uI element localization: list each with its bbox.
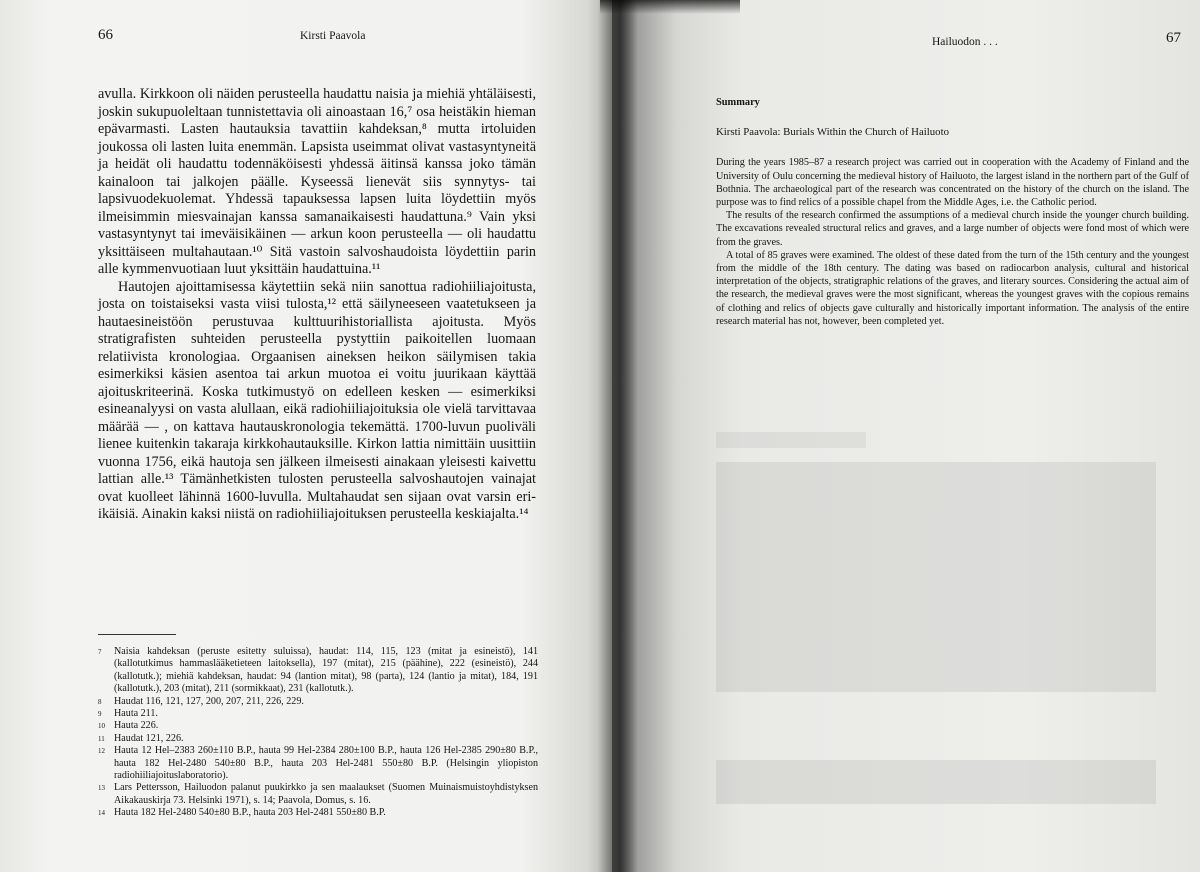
- summary-paragraph-3: A total of 85 graves were examined. The oldest of these dated from the turn of the 15th century and the youngest from the middle of the 18th century. The dating was based on radiocarbon analysis, cultural and historical interpretation of the objects, stratigraphic relations of the graves, and literary sources. Considering the actual aim of the research, the medieval graves were the most significant, whereas the youngest graves with the copious remains of clothing and relics of objects gave culturally and historically important information. The analysis of the entire research material has not, however, been completed yet.: [716, 249, 1189, 327]
- footnote-number: 8: [98, 697, 102, 706]
- footnotes: [98, 646, 538, 820]
- book-gutter: [598, 0, 638, 872]
- footnote-number: 13: [98, 784, 105, 793]
- footnote-text: Hauta 12 Hel–2383 260±110 B.P., hauta 99 Hel-2384 280±100 B.P., hauta 126 Hel-2385 290±80 B.P., hauta 182 Hel-2480 540±80 B.P., hauta 203 Hel-2481 550±80 B.P. (Helsingin yliopiston radiohiiliajoituslaboratorio).: [114, 745, 538, 782]
- footnote-number: 12: [98, 747, 105, 756]
- footnote-number: 10: [98, 722, 105, 731]
- footnote-number: 11: [98, 734, 105, 743]
- footnote: [98, 745, 538, 782]
- footnote: [98, 696, 538, 708]
- gutter-top-shadow: [600, 0, 740, 14]
- footnote: [98, 708, 538, 720]
- footnote-text: Lars Pettersson, Hailuodon palanut puukirkko ja sen maalaukset (Suomen Muinaismuistoyhdistyksen Aikakauskirja 73. Helsinki 1971), s. 14; Paavola, Domus, s. 16.: [114, 782, 538, 806]
- footnote-text: Hauta 226.: [114, 720, 159, 732]
- footnote-number: 14: [98, 809, 105, 818]
- footnote-number: 9: [98, 710, 102, 719]
- footnote-rule: [98, 634, 176, 635]
- footnote-text: Haudat 116, 121, 127, 200, 207, 211, 226, 229.: [114, 695, 304, 707]
- summary-subtitle: Kirsti Paavola: Burials Within the Church of Hailuoto: [716, 126, 949, 139]
- right-page-number: 67: [1166, 30, 1181, 46]
- left-running-head: Kirsti Paavola: [300, 30, 366, 42]
- left-paragraph-2: Hautojen ajoittamisessa käytettiin sekä niin sanottua radiohiiliajoitusta, josta on toistaiseksi vasta viisi tulosta,¹² että säilyneeseen vaatetukseen ja hautaesineistöön perustuvaa kulttuurihistoriallista ajoitusta. Myös stratigrafisten suhteiden perusteella pystyttiin paikoitellen luomaan relatiivista kronologiaa. Orgaanisen aineksen heikon säilymisen takia esimerkiksi käsien asentoa tai arkun muotoa ei voitu juurikaan käyttää ajoituskriteerinä. Koska tutkimustyö on edelleen kesken — esimerkiksi esineanalyysi on vasta alullaan, eikä radiohiiliajoituksia ole vielä tarvittavaa määrää — , on kattava hautauskronologia tekemättä. 1700-luvun puoliväli lienee kuitenkin takaraja kirkkohautauksille. Kirkon lattia nimittäin uusittiin vuonna 1756, eikä hautoja sen jälkeen ilmeisesti ainakaan yleisesti kaivettu lattian alle.¹³ Tämänhetkisten tulosten perusteella salvoshautojen vainajat ovat kuolleet lähinnä 1600-luvulla. Multahaudat sen sijaan ovat varsin eri-ikäisiä. Ainakin kaksi niistä on radiohiiliajoituksen perusteella keskiajalta.¹⁴: [98, 278, 536, 522]
- footnote-text: Haudat 121, 226.: [114, 732, 184, 744]
- footnote-text: Hauta 211.: [114, 708, 158, 720]
- footnote-number: 7: [98, 648, 102, 656]
- right-page: [612, 0, 1200, 872]
- left-page-number: 66: [98, 27, 113, 43]
- left-paragraph-1: avulla. Kirkkoon oli näiden perusteella haudattu naisia ja miehiä yhtäläisesti, joskin sukupuoleltaan tunnistettavia oli ainoastaan 16,⁷ osa heistäkin hieman epävarmasti. Lasten hautauksia tavattiin kahdeksan,⁸ mutta irtoluiden joukossa oli lasten luita enemmän. Lapsista useimmat olivat vastasyntyneitä ja heidät oli haudattu todennäköisesti yhdessä äitinsä kanssa joko tämän kainaloon tai jalkojen päälle. Kyseessä lienevät siis synnytys- tai lapsivuodekuolemat. Yhdessä tapauksessa lapsen luita löydettiin myös ilmeisimmin miesvainajan kanssa samanaikaisesti haudattuna.⁹ Vain yksi vastasyntynyt tai imeväisikäinen — arkun koon perusteella — oli haudattu yksittäiseen multahautaan.¹⁰ Sitä vastoin salvoshaudoista löydettiin parin alle kymmenvuotiaan luut yksittäin haudattuina.¹¹: [98, 86, 536, 277]
- footnote: [98, 782, 538, 807]
- left-body-text: [98, 86, 536, 524]
- footnote: [98, 733, 538, 745]
- footnote-text: Hauta 182 Hel-2480 540±80 B.P., hauta 203 Hel-2481 550±80 B.P.: [114, 807, 386, 819]
- footnote: [98, 807, 538, 819]
- summary-section: [716, 96, 1189, 328]
- summary-paragraph-1: During the years 1985–87 a research project was carried out in cooperation with the Academy of Finland and the University of Oulu concerning the medieval history of Hailuoto, the largest island in the northern part of the Gulf of Bothnia. The archaeological part of the research was concentrated on the history of the church on the island. The purpose was to find relics of a possible chapel from the Middle Ages, i.e. the Catholic period.: [716, 157, 1189, 209]
- right-running-head: Hailuodon . . .: [932, 36, 998, 48]
- summary-paragraph-2: The results of the research confirmed the assumptions of a medieval church inside the younger church building. The excavations revealed structural relics and graves, and a large number of objects were fond most of which were from the graves.: [716, 210, 1189, 248]
- bleed-through-block: [716, 462, 1156, 692]
- footnote: [98, 720, 538, 732]
- bleed-through-heading: [716, 432, 866, 448]
- summary-title: Summary: [716, 97, 760, 108]
- footnote: [98, 646, 538, 696]
- bleed-through-footnotes: [716, 760, 1156, 804]
- footnote-text: Naisia kahdeksan (peruste esitetty suluissa), haudat: 114, 115, 123 (mitat ja esineistö), 141 (kallotutkimus hammaslääketieteen laitoksella), 197 (mitat), 215 (päähine), 222 (esineistö), 244 (kallotutk.); miehiä kahdeksan, haudat: 94 (lantion mitat), 98 (parta), 124 (lantio ja mitat), 184, 191 (kallotutk.), 203 (mitat), 211 (sormikkaat), 231 (kallotutk.).: [114, 646, 538, 695]
